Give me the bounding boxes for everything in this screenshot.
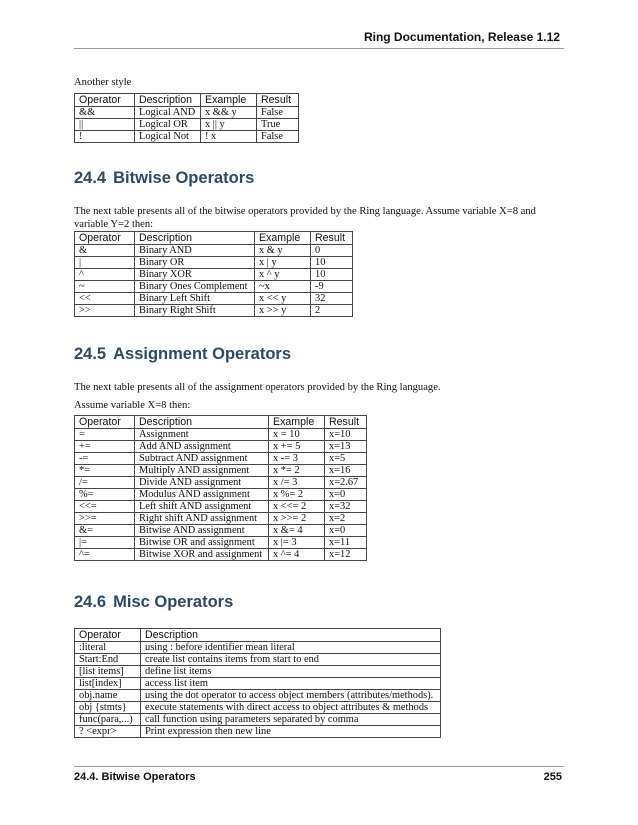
table-row [75,702,441,714]
table-cell: x ^ y [255,269,311,281]
table-row [75,642,441,654]
table-cell: & [75,245,135,257]
table-cell: define list items [141,666,441,678]
table-cell: x=16 [325,465,367,477]
table-cell: x=10 [325,429,367,441]
table-cell: Modulus AND assignment [135,489,269,501]
table-row [75,245,353,257]
table-cell: Add AND assignment [135,441,269,453]
table-cell: Divide AND assignment [135,477,269,489]
table-cell: | [75,257,135,269]
table-header-row [75,629,441,642]
table-cell: x >>= 2 [269,513,325,525]
table-cell: execute statements with direct access to object attributes & methods [141,702,441,714]
table-cell: x=0 [325,525,367,537]
section-number: 24.5 [74,345,107,363]
table-row [75,477,367,489]
table-cell: func(para,...) [75,714,141,726]
logical-intro: Another style [74,77,132,88]
table-cell: Binary Left Shift [135,293,255,305]
section-heading-bitwise [74,169,254,188]
table-cell: :literal [75,642,141,654]
table-cell: create list contains items from start to end [141,654,441,666]
table-row [75,257,353,269]
table-cell: obj {stmts} [75,702,141,714]
table-row [75,489,367,501]
table-cell: Logical Not [135,131,201,143]
table-cell: x = 10 [269,429,325,441]
table-cell: x |= 3 [269,537,325,549]
table-cell: x %= 2 [269,489,325,501]
table-cell: x ^= 4 [269,549,325,561]
table-row [75,269,353,281]
table-row [75,453,367,465]
table-cell: Logical AND [135,107,201,119]
table-cell: << [75,293,135,305]
running-header-title: Ring Documentation, Release 1.12 [363,30,560,44]
table-cell: -9 [311,281,353,293]
table-cell: False [257,131,299,143]
table-cell: ? <expr> [75,726,141,738]
table-cell: <<= [75,501,135,513]
table-cell: *= [75,465,135,477]
table-cell: access list item [141,678,441,690]
table-cell: x & y [255,245,311,257]
table-cell: 10 [311,269,353,281]
table-cell: Right shift AND assignment [135,513,269,525]
column-header: Result [257,94,299,107]
table-cell: 32 [311,293,353,305]
table-cell: ~x [255,281,311,293]
column-header: Operator [75,416,135,429]
table-row [75,465,367,477]
table-cell: Binary AND [135,245,255,257]
section-title: Misc Operators [113,593,234,611]
section-heading-misc [74,593,233,612]
column-header: Description [135,416,269,429]
column-header: Operator [75,232,135,245]
table-row [75,537,367,549]
table-cell: Bitwise AND assignment [135,525,269,537]
table-row [75,513,367,525]
column-header: Example [255,232,311,245]
table-cell: x=12 [325,549,367,561]
bitwise-operators-table [74,231,353,317]
column-header: Example [269,416,325,429]
section-number: 24.6 [74,593,107,611]
table-cell: True [257,119,299,131]
bitwise-intro: The next table presents all of the bitwise operators provided by the Ring language. Assume variable X=8 and variable Y=2 then: [74,206,536,230]
table-cell: using the dot operator to access object members (attributes/methods). [141,690,441,702]
table-cell: Binary OR [135,257,255,269]
table-row [75,441,367,453]
table-cell: ^= [75,549,135,561]
table-cell: x || y [201,119,257,131]
table-cell: |= [75,537,135,549]
column-header: Example [201,94,257,107]
column-header: Description [135,94,201,107]
logical-operators-table [74,93,299,143]
table-row [75,119,299,131]
table-cell: using : before identifier mean literal [141,642,441,654]
table-cell: 0 [311,245,353,257]
table-row [75,549,367,561]
table-row [75,654,441,666]
table-cell: x << y [255,293,311,305]
section-title: Bitwise Operators [113,169,255,187]
table-row [75,501,367,513]
table-cell: Subtract AND assignment [135,453,269,465]
header-rule [74,48,564,49]
footer-rule [74,766,564,767]
table-header-row [75,232,353,245]
table-cell: ! x [201,131,257,143]
table-cell: Multiply AND assignment [135,465,269,477]
column-header: Result [325,416,367,429]
table-cell: x /= 3 [269,477,325,489]
table-header-row [75,416,367,429]
table-cell: [list items] [75,666,141,678]
table-row [75,429,367,441]
table-row [75,690,441,702]
table-cell: ! [75,131,135,143]
table-cell: x *= 2 [269,465,325,477]
table-cell: x=2 [325,513,367,525]
table-row [75,666,441,678]
table-cell: False [257,107,299,119]
table-row [75,293,353,305]
table-header-row [75,94,299,107]
table-cell: /= [75,477,135,489]
column-header: Result [311,232,353,245]
table-cell: x=2.67 [325,477,367,489]
table-cell: &= [75,525,135,537]
table-cell: >>= [75,513,135,525]
table-row [75,281,353,293]
table-cell: obj.name [75,690,141,702]
assignment-intro: The next table presents all of the assignment operators provided by the Ring language. [74,382,441,393]
table-cell: list[index] [75,678,141,690]
table-cell: call function using parameters separated by comma [141,714,441,726]
table-cell: Left shift AND assignment [135,501,269,513]
table-cell: Bitwise XOR and assignment [135,549,269,561]
table-cell: x=11 [325,537,367,549]
footer-page-number: 255 [543,771,562,783]
section-title: Assignment Operators [113,345,291,363]
table-cell: x >> y [255,305,311,317]
assignment-operators-table [74,415,367,561]
table-cell: %= [75,489,135,501]
table-row [75,714,441,726]
table-cell: Binary Right Shift [135,305,255,317]
footer-section-title: 24.4. Bitwise Operators [74,771,196,783]
table-cell: Assignment [135,429,269,441]
table-cell: && [75,107,135,119]
section-heading-assignment [74,345,291,364]
table-cell: Binary XOR [135,269,255,281]
table-cell: x=0 [325,489,367,501]
table-cell: Logical OR [135,119,201,131]
table-cell: x -= 3 [269,453,325,465]
section-number: 24.4 [74,169,107,187]
table-cell: x | y [255,257,311,269]
table-cell: x=5 [325,453,367,465]
column-header: Description [135,232,255,245]
misc-operators-table [74,628,441,738]
table-cell: ^ [75,269,135,281]
column-header: Operator [75,94,135,107]
table-cell: Binary Ones Complement [135,281,255,293]
table-cell: >> [75,305,135,317]
column-header: Description [141,629,441,642]
table-row [75,305,353,317]
assignment-intro-assume: Assume variable X=8 then: [74,400,191,411]
table-cell: += [75,441,135,453]
table-cell: x <<= 2 [269,501,325,513]
table-cell: = [75,429,135,441]
table-cell: || [75,119,135,131]
table-cell: -= [75,453,135,465]
table-cell: 2 [311,305,353,317]
table-cell: Start:End [75,654,141,666]
table-cell: Bitwise OR and assignment [135,537,269,549]
table-cell: x && y [201,107,257,119]
table-cell: ~ [75,281,135,293]
table-cell: x &= 4 [269,525,325,537]
table-cell: x=13 [325,441,367,453]
table-row [75,107,299,119]
table-row [75,525,367,537]
table-row [75,726,441,738]
table-cell: x=32 [325,501,367,513]
table-cell: x += 5 [269,441,325,453]
table-row [75,678,441,690]
table-cell: 10 [311,257,353,269]
table-row [75,131,299,143]
table-cell: Print expression then new line [141,726,441,738]
column-header: Operator [75,629,141,642]
